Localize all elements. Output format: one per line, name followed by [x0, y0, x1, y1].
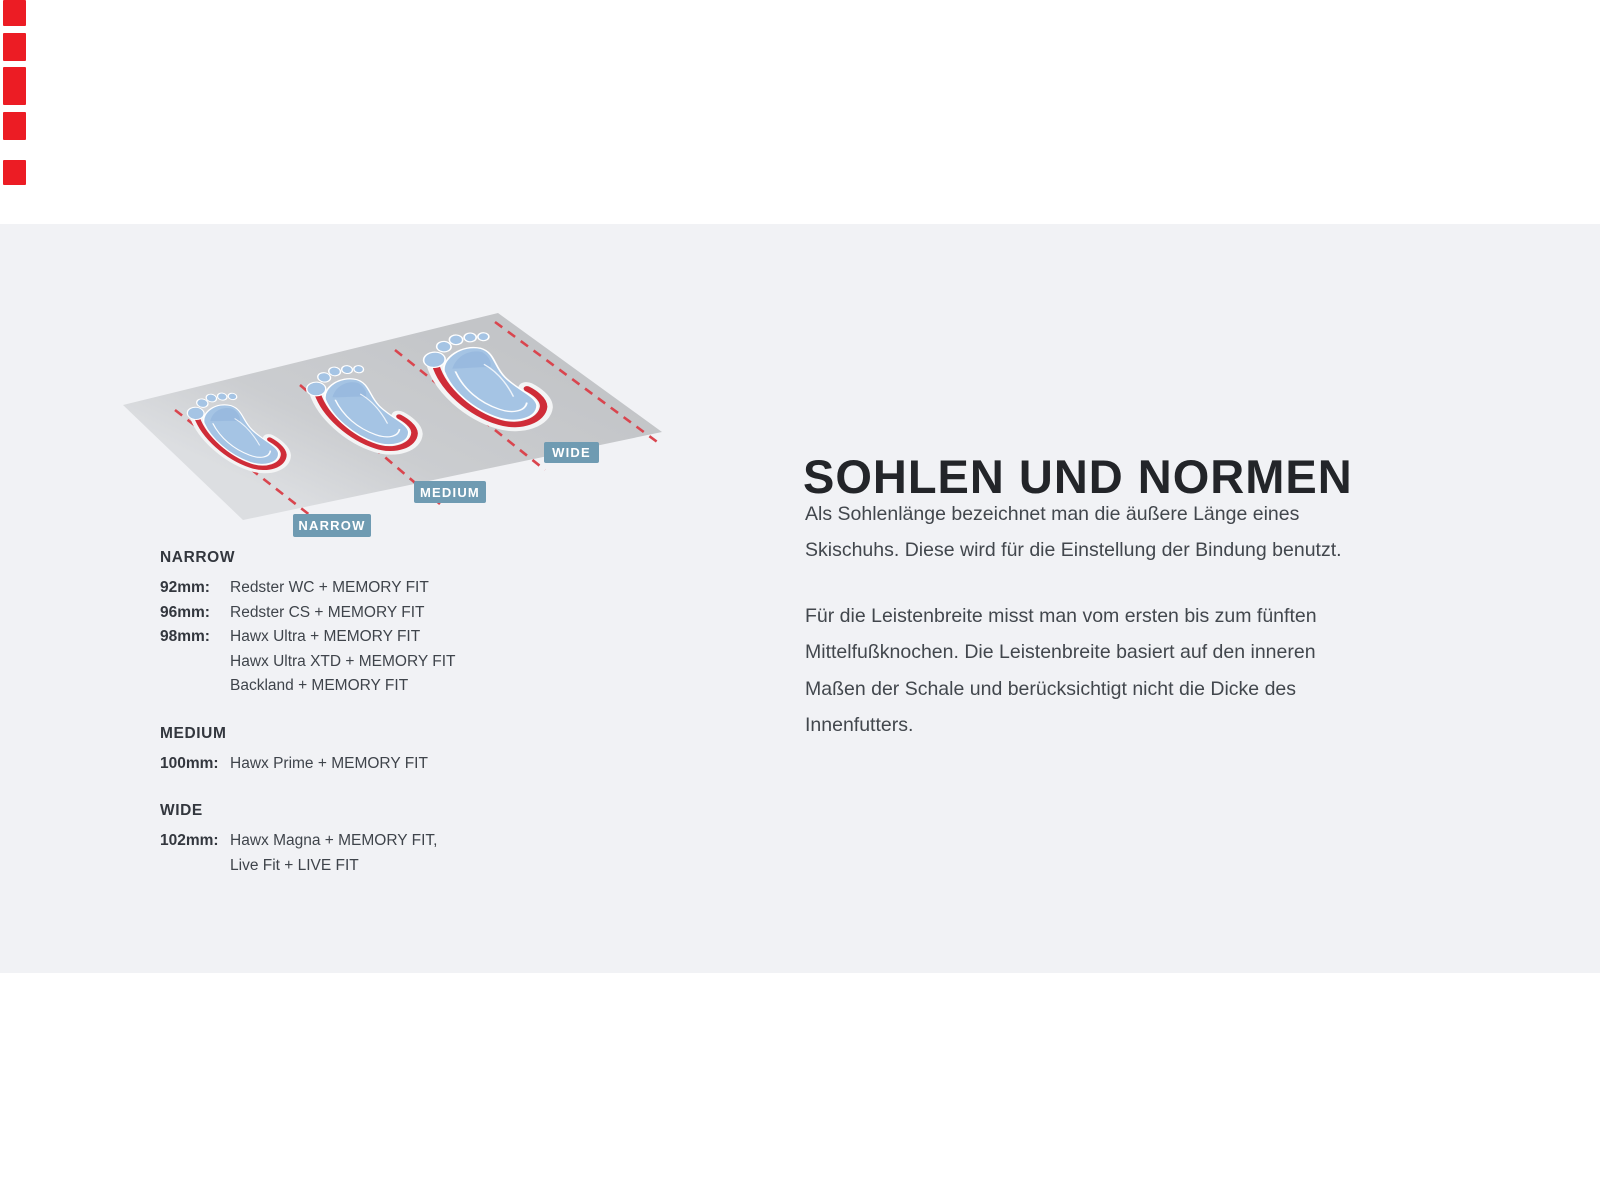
fit-group-narrow	[160, 549, 580, 699]
size-label: 96mm:	[160, 603, 210, 621]
red-dash-segment	[3, 160, 26, 185]
fit-group-medium	[160, 725, 580, 777]
fit-row	[160, 674, 580, 699]
fit-group-title: WIDE	[160, 802, 203, 819]
size-label	[160, 854, 230, 879]
paragraph-sole-length	[805, 496, 1405, 569]
fit-row	[160, 625, 580, 650]
paragraph-line: Innenfutters.	[805, 714, 914, 737]
red-dash-decoration	[3, 0, 27, 185]
paragraph-line: Maßen der Schale und berücksichtigt nicht die Dicke des	[805, 677, 1297, 700]
paragraph-last-width	[805, 598, 1405, 744]
fit-list	[160, 549, 580, 878]
paragraph-line: Als Sohlenlänge bezeichnet man die äußere Länge eines	[805, 503, 1300, 525]
size-label: 98mm:	[160, 628, 210, 645]
fit-row	[160, 601, 580, 626]
model-label: Hawx Magna + MEMORY FIT,	[230, 832, 438, 849]
fit-group-title: MEDIUM	[160, 724, 227, 742]
paragraph-line: Mittelfußknochen. Die Leistenbreite basiert auf den inneren	[805, 641, 1316, 664]
medium-badge: MEDIUM	[414, 481, 486, 503]
size-label	[160, 674, 230, 699]
model-label: Redster CS + MEMORY FIT	[230, 603, 425, 621]
model-label: Live Fit + LIVE FIT	[230, 856, 359, 874]
fit-row	[160, 650, 580, 675]
paragraph-line: Skischuhs. Diese wird für die Einstellung der Bindung benutzt.	[805, 539, 1342, 562]
red-dash-segment	[3, 67, 26, 105]
fit-group-wide	[160, 802, 580, 878]
red-dash-segment	[3, 112, 26, 140]
model-label: Backland + MEMORY FIT	[230, 677, 409, 694]
size-label: 100mm:	[160, 754, 219, 772]
fit-row	[160, 829, 580, 854]
red-dash-segment	[3, 33, 26, 61]
size-label: 92mm:	[160, 579, 210, 596]
size-label	[160, 650, 230, 675]
red-dash-segment	[3, 0, 26, 26]
fit-row	[160, 854, 580, 879]
model-label: Redster WC + MEMORY FIT	[230, 579, 429, 596]
fit-row	[160, 752, 580, 777]
model-label: Hawx Ultra + MEMORY FIT	[230, 628, 421, 645]
wide-badge: WIDE	[544, 442, 599, 463]
fit-group-title: NARROW	[160, 549, 236, 566]
model-label: Hawx Ultra XTD + MEMORY FIT	[230, 652, 456, 670]
size-label: 102mm:	[160, 832, 219, 849]
fit-row	[160, 576, 580, 601]
model-label: Hawx Prime + MEMORY FIT	[230, 754, 428, 772]
foot-width-illustration	[90, 280, 700, 570]
section-heading: SOHLEN UND NORMEN	[803, 450, 1353, 504]
paragraph-line: Für die Leistenbreite misst man vom ersten bis zum fünften	[805, 605, 1317, 627]
narrow-badge: NARROW	[293, 514, 371, 537]
